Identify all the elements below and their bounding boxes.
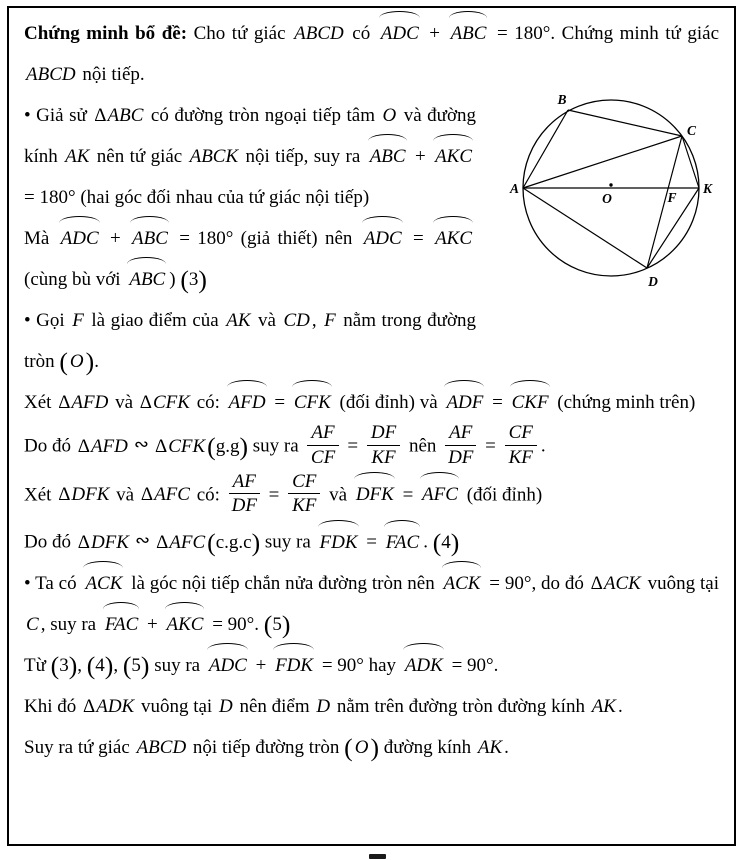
angle-notation: AFC xyxy=(420,474,460,515)
math-variable: AK xyxy=(591,695,616,717)
text: suy ra xyxy=(149,654,205,676)
parenthesized xyxy=(207,431,249,461)
text: = xyxy=(405,228,432,249)
text: và xyxy=(110,392,138,414)
math-variable: D xyxy=(218,695,233,717)
text: nội tiếp đường tròn xyxy=(188,736,345,758)
proof-paragraph xyxy=(24,520,719,563)
proof-paragraph xyxy=(24,218,476,300)
triangle-name: AFD xyxy=(71,392,109,414)
angle-notation: AKC xyxy=(433,218,474,259)
angle-notation: ADK xyxy=(403,645,445,686)
angle-notation: DFK xyxy=(354,474,396,515)
text: ) xyxy=(169,269,181,290)
angle-notation: CKF xyxy=(510,382,551,423)
triangle-notation xyxy=(76,532,131,553)
paren-content: 4 xyxy=(441,531,451,553)
text: (đối đỉnh) và xyxy=(334,392,443,414)
proof-paragraph xyxy=(24,472,719,521)
triangle-name: CFK xyxy=(153,392,190,414)
triangle-notation xyxy=(589,573,643,594)
angle-notation: ADC xyxy=(207,645,249,686)
fraction-numerator: AF xyxy=(229,470,260,495)
text: suy ra xyxy=(260,531,316,553)
math-variable: AK xyxy=(65,146,90,167)
triangle-notation xyxy=(139,484,192,505)
math-variable: C xyxy=(26,613,39,635)
angle-notation: CFK xyxy=(292,382,333,423)
close-paren: ) xyxy=(239,431,249,461)
proof-paragraph xyxy=(24,686,719,727)
math-variable: ABCD xyxy=(294,23,344,44)
angle-notation: FAC xyxy=(103,604,140,645)
triangle-notation xyxy=(56,392,110,413)
paren-content: 3 xyxy=(59,654,69,676)
text: , xyxy=(311,310,323,332)
text: và xyxy=(252,310,282,332)
text: = xyxy=(342,435,363,457)
proof-paragraph xyxy=(24,382,719,423)
text: = 180° (giả thiết) nên xyxy=(171,228,360,249)
paren-content: 5 xyxy=(131,654,141,676)
text: . xyxy=(94,351,99,373)
cutoff-artifact xyxy=(369,854,386,859)
parenthesized xyxy=(59,347,95,377)
chords xyxy=(523,110,699,268)
point-label-k: K xyxy=(703,181,713,196)
triangle-symbol: Δ xyxy=(140,484,154,506)
fraction-denominator: KF xyxy=(508,446,533,468)
triangle-name: AFC xyxy=(154,484,190,506)
text: . xyxy=(617,695,623,717)
text: và xyxy=(111,484,139,506)
open-paren: ( xyxy=(86,650,96,680)
angle-notation: AKC xyxy=(165,604,206,645)
text: Xét xyxy=(24,392,57,414)
segment-BC xyxy=(568,110,682,136)
triangle-symbol: Δ xyxy=(156,531,169,553)
fraction-denominator: KF xyxy=(292,495,317,517)
text: đường kính xyxy=(378,736,476,758)
proof-paragraph xyxy=(24,95,476,218)
text: nên điểm xyxy=(234,695,315,717)
segment-AC xyxy=(523,136,682,188)
triangle-symbol: Δ xyxy=(58,484,71,506)
parenthesized xyxy=(50,650,78,680)
proof-paragraph xyxy=(24,563,719,645)
text: có: xyxy=(191,484,225,506)
angle-notation: ADF xyxy=(444,382,485,423)
proof-paragraph xyxy=(24,423,719,472)
text: + xyxy=(250,654,272,676)
close-paren: ) xyxy=(450,527,460,557)
triangle-symbol: Δ xyxy=(139,392,152,414)
paren-content: O xyxy=(69,351,84,373)
text: vuông tại xyxy=(642,572,719,594)
point-label-c: C xyxy=(687,123,697,138)
text: suy ra xyxy=(248,435,304,457)
fraction-denominator: DF xyxy=(448,446,474,468)
close-paren: ) xyxy=(370,732,379,762)
parenthesized xyxy=(207,527,261,557)
text: và đường kính xyxy=(24,105,476,167)
close-paren: ) xyxy=(198,265,207,295)
paren-content: 3 xyxy=(188,269,199,290)
close-paren: ) xyxy=(104,650,114,680)
triangle-name: AFD xyxy=(90,435,128,457)
close-paren: ) xyxy=(251,527,261,557)
text: , xyxy=(113,654,123,676)
text: (đối đỉnh) xyxy=(461,484,543,506)
math-variable: D xyxy=(316,695,331,717)
similar-symbol: ∾ xyxy=(134,530,151,552)
proof-paragraph xyxy=(24,13,719,95)
center-dot xyxy=(609,183,612,186)
open-paren: ( xyxy=(122,650,132,680)
text: • Giả sử xyxy=(24,105,93,126)
angle-notation: ACK xyxy=(442,563,483,604)
math-variable: F xyxy=(324,310,336,332)
paren-content: 4 xyxy=(95,654,105,676)
proof-paragraph xyxy=(24,300,476,382)
close-paren: ) xyxy=(68,650,78,680)
text: = 90°. xyxy=(446,654,499,676)
text: Khi đó xyxy=(24,695,81,717)
text: = xyxy=(397,484,419,506)
open-paren: ( xyxy=(263,609,273,639)
text: • Ta có xyxy=(24,572,82,594)
text: + xyxy=(102,228,129,249)
text: Xét xyxy=(24,484,57,506)
close-paren: ) xyxy=(281,609,291,639)
text: (chứng minh trên) xyxy=(552,392,696,414)
text: nội tiếp. xyxy=(77,64,145,85)
bold-heading: Chứng minh bổ đề: xyxy=(24,23,188,44)
text: = 90°. xyxy=(207,613,264,635)
triangle-notation xyxy=(81,696,136,717)
fraction xyxy=(229,470,260,519)
text: = 90°, do đó xyxy=(484,572,589,594)
parenthesized xyxy=(122,650,150,680)
angle-notation: ABC xyxy=(368,136,408,177)
triangle-symbol: Δ xyxy=(94,105,107,126)
triangle-notation xyxy=(76,436,130,457)
triangle-name: ACK xyxy=(603,572,641,594)
text: + xyxy=(422,23,447,44)
text: Cho tứ giác xyxy=(187,23,293,44)
parenthesized xyxy=(344,732,379,762)
text: . xyxy=(423,531,433,553)
text: = xyxy=(487,392,508,414)
point-label-o: O xyxy=(602,191,612,206)
triangle-symbol: Δ xyxy=(58,392,71,414)
math-variable: ABCK xyxy=(189,146,239,167)
parenthesized xyxy=(432,527,460,557)
parenthesized xyxy=(180,265,207,295)
math-variable: AK xyxy=(477,736,503,758)
angle-notation: ABC xyxy=(127,259,167,300)
text: Do đó xyxy=(24,531,76,553)
text: . xyxy=(504,736,509,758)
angle-notation: ACK xyxy=(83,563,124,604)
text: có xyxy=(345,23,377,44)
text: là góc nội tiếp chắn nửa đường tròn nên xyxy=(126,572,440,594)
open-paren: ( xyxy=(207,527,216,557)
text: (cùng bù với xyxy=(24,269,126,290)
proof-content xyxy=(24,13,719,844)
text: nên tứ giác xyxy=(91,146,188,167)
fraction-denominator: KF xyxy=(371,446,396,468)
text: = 180°. Chứng minh tứ giác xyxy=(490,23,720,44)
circle-diagram xyxy=(506,89,745,309)
text: , suy ra xyxy=(40,613,101,635)
text: Do đó xyxy=(24,435,76,457)
angle-notation: ABC xyxy=(449,13,489,54)
fraction-numerator: AF xyxy=(307,421,338,446)
close-paren: ) xyxy=(140,650,150,680)
point-label-b: B xyxy=(557,92,567,107)
fraction-numerator: CF xyxy=(288,470,320,495)
triangle-symbol: Δ xyxy=(77,435,90,457)
open-paren: ( xyxy=(180,265,189,295)
text: + xyxy=(142,613,163,635)
point-label-a: A xyxy=(509,181,519,196)
angle-notation: ADC xyxy=(59,218,101,259)
triangle-name: CFK xyxy=(168,435,206,457)
angle-notation: FDK xyxy=(318,522,360,563)
triangle-symbol: Δ xyxy=(155,435,168,457)
text: • Gọi xyxy=(24,310,71,332)
paren-content: g.g xyxy=(215,435,240,457)
text: = xyxy=(361,531,382,553)
text: nội tiếp, suy ra xyxy=(240,146,366,167)
parenthesized xyxy=(263,609,291,639)
triangle-symbol: Δ xyxy=(590,572,603,594)
proof-paragraph xyxy=(24,645,719,686)
text: = 180° (hai góc đối nhau của tứ giác nội tiếp) xyxy=(24,187,370,208)
segment-CD xyxy=(647,136,682,268)
text: vuông tại xyxy=(136,695,217,717)
angle-notation: AFD xyxy=(227,382,268,423)
text: Từ xyxy=(24,654,51,676)
circle-figure xyxy=(506,89,745,309)
text: nằm trên đường tròn đường kính xyxy=(332,695,590,717)
text: có đường tròn ngoại tiếp tâm xyxy=(145,105,381,126)
close-paren: ) xyxy=(85,347,95,377)
text: = 90° hay xyxy=(317,654,401,676)
angle-notation: AKC xyxy=(433,136,474,177)
text: là giao điểm của xyxy=(85,310,225,332)
triangle-name: ADK xyxy=(96,695,135,717)
lemma-proof-box xyxy=(7,6,736,846)
text: . xyxy=(540,435,546,457)
fraction xyxy=(505,421,537,470)
triangle-notation xyxy=(138,392,192,413)
point-label-d: D xyxy=(648,274,658,289)
math-variable: CD xyxy=(283,310,310,332)
triangle-symbol: Δ xyxy=(83,695,96,717)
paren-content: c.g.c xyxy=(215,531,252,553)
math-variable: ABCD xyxy=(136,736,187,758)
point-label-f: F xyxy=(667,190,677,205)
angle-notation: ADC xyxy=(362,218,404,259)
open-paren: ( xyxy=(59,347,68,377)
fraction-numerator: CF xyxy=(505,421,537,446)
text: nằm trong đường tròn xyxy=(24,310,477,373)
triangle-notation xyxy=(154,532,207,553)
fraction xyxy=(367,421,400,470)
text: + xyxy=(409,146,432,167)
text: , xyxy=(77,654,87,676)
triangle-notation xyxy=(92,105,145,126)
text: và xyxy=(324,484,352,506)
triangle-name: DFK xyxy=(71,484,110,506)
text: Mà xyxy=(24,228,57,249)
open-paren: ( xyxy=(50,650,60,680)
paren-content: 5 xyxy=(272,613,282,635)
fraction xyxy=(307,421,338,470)
text: nên xyxy=(404,435,442,457)
angle-notation: ABC xyxy=(130,218,170,259)
open-paren: ( xyxy=(432,527,442,557)
math-variable: O xyxy=(382,105,397,126)
angle-notation: FDK xyxy=(273,645,315,686)
open-paren: ( xyxy=(344,732,353,762)
math-variable: ABCD xyxy=(26,64,76,85)
fraction-numerator: DF xyxy=(367,421,400,446)
text: = xyxy=(263,484,285,506)
angle-notation: ADC xyxy=(379,13,421,54)
angle-notation: FAC xyxy=(384,522,421,563)
fraction xyxy=(288,470,320,519)
triangle-name: AFC xyxy=(169,531,206,553)
similar-symbol: ∾ xyxy=(133,434,149,456)
fraction-denominator: DF xyxy=(231,495,257,517)
paren-content: O xyxy=(354,736,369,758)
triangle-notation xyxy=(56,484,111,505)
parenthesized xyxy=(86,650,114,680)
math-variable: AK xyxy=(226,310,251,332)
text: Suy ra tứ giác xyxy=(24,736,135,758)
fraction-numerator: AF xyxy=(445,421,476,446)
text: = xyxy=(480,435,501,457)
segment-CK xyxy=(682,136,699,188)
fraction xyxy=(445,421,476,470)
triangle-name: ABC xyxy=(107,105,144,126)
segment-AD xyxy=(523,188,647,268)
math-variable: F xyxy=(72,310,84,332)
fraction-denominator: CF xyxy=(310,446,336,468)
text: = xyxy=(269,392,290,414)
open-paren: ( xyxy=(207,431,216,461)
triangle-symbol: Δ xyxy=(77,531,90,553)
triangle-name: DFK xyxy=(90,531,129,553)
segment-AB xyxy=(523,110,568,188)
triangle-notation xyxy=(153,436,207,457)
proof-paragraph xyxy=(24,727,719,768)
text: có: xyxy=(191,392,225,414)
